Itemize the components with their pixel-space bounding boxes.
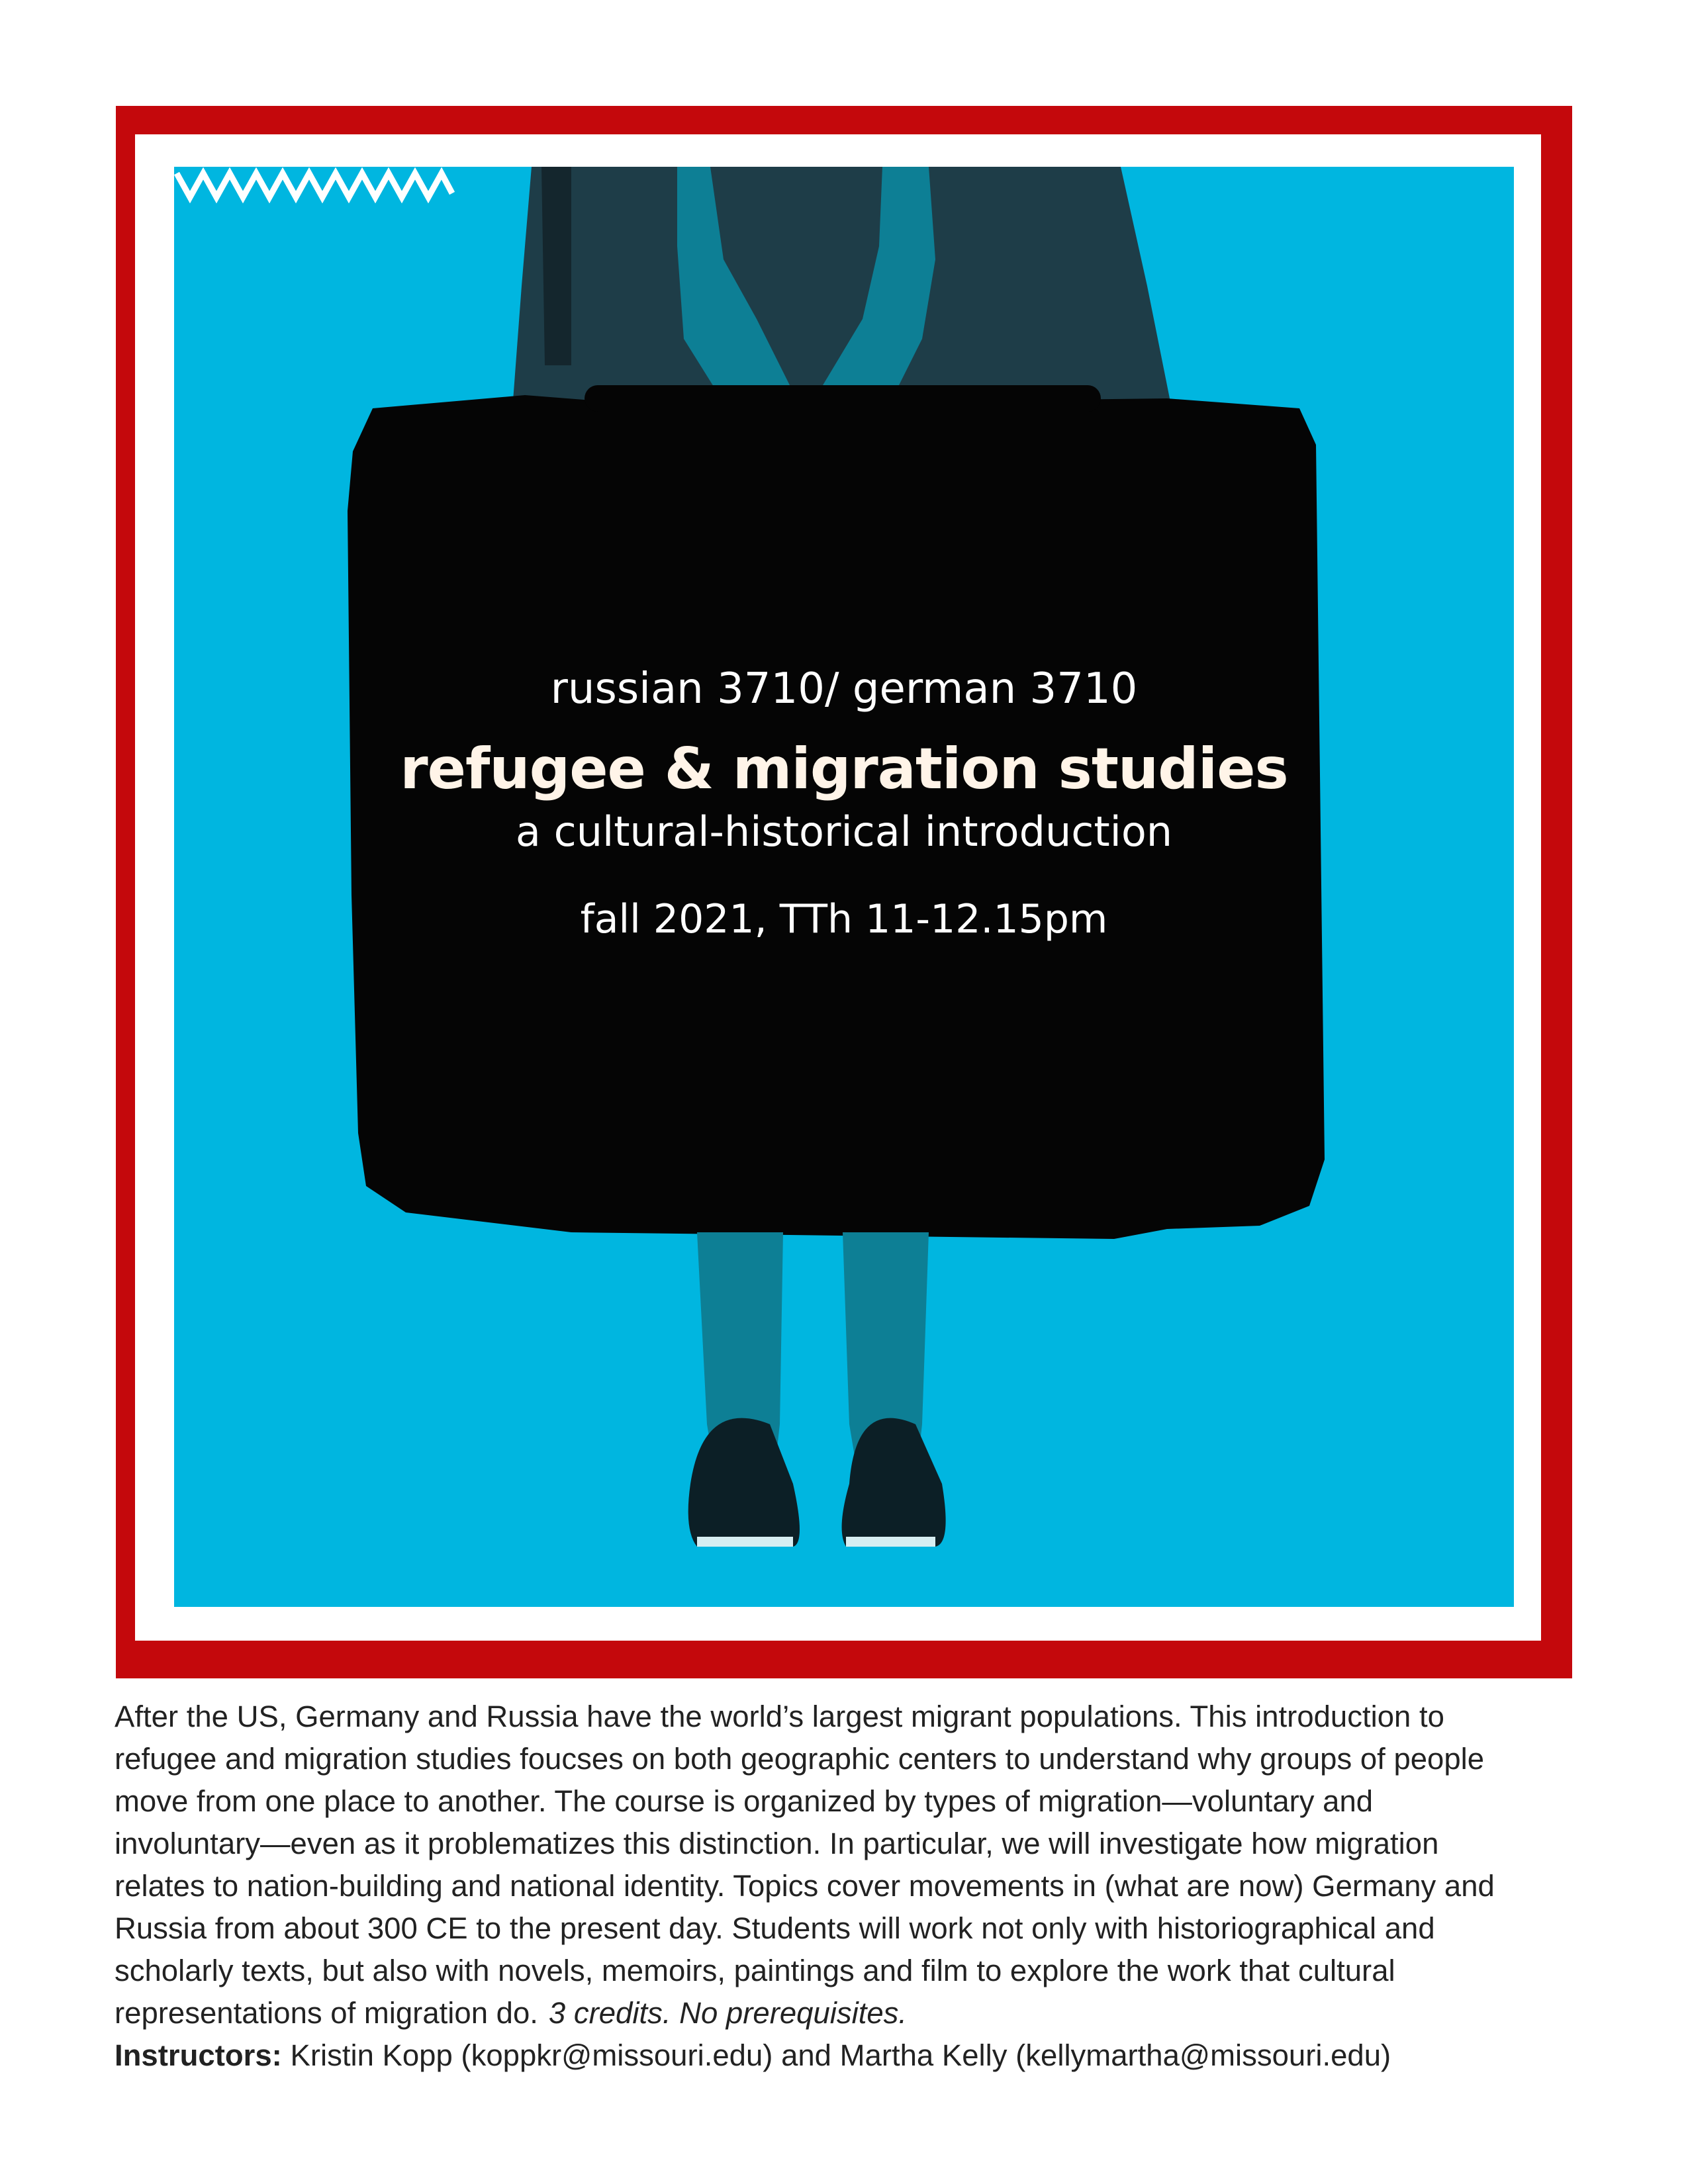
suitcase-handle xyxy=(585,385,1101,412)
zigzag-ornament-bottom xyxy=(174,167,455,204)
instructors-names: Kristin Kopp (koppkr@missouri.edu) and Martha Kelly (kellymartha@missouri.edu) xyxy=(290,2038,1391,2072)
left-shoe xyxy=(688,1418,800,1547)
description-line: involuntary—even as it problematizes this distinction. In particular, we will investigate how migration xyxy=(115,1827,1439,1860)
description-line: relates to nation-building and national identity. Topics cover movements in (what are now) Germany and xyxy=(115,1869,1495,1903)
course-schedule: fall 2021, TTh 11-12.15pm xyxy=(580,896,1108,942)
description-line: Russia from about 300 CE to the present day. Students will work not only with historiographical and xyxy=(115,1911,1435,1945)
description-line: move from one place to another. The course is organized by types of migration—voluntary and xyxy=(115,1784,1374,1818)
instructors-label: Instructors: xyxy=(115,2038,282,2072)
description-line: refugee and migration studies foucses on both geographic centers to understand why groups of people xyxy=(115,1742,1485,1776)
course-description xyxy=(115,1696,1581,2077)
poster-artwork xyxy=(174,167,1514,1607)
course-subtitle: a cultural-historical introduction xyxy=(515,807,1173,856)
description-line-text: representations of migration do. xyxy=(115,1996,538,2030)
instructors-line xyxy=(115,2034,1581,2077)
handbag-strap xyxy=(541,167,571,365)
suitcase-illustration xyxy=(174,167,1514,1607)
course-title: refugee & migration studies xyxy=(400,736,1288,802)
description-line-last xyxy=(115,1992,1581,2034)
description-line: scholarly texts, but also with novels, memoirs, paintings and film to explore the work that cultural xyxy=(115,1954,1395,1987)
course-code: russian 3710/ german 3710 xyxy=(550,664,1138,713)
description-line: After the US, Germany and Russia have the world’s largest migrant populations. This introduction to xyxy=(115,1700,1444,1733)
credits-note: 3 credits. No prerequisites. xyxy=(548,1996,908,2030)
